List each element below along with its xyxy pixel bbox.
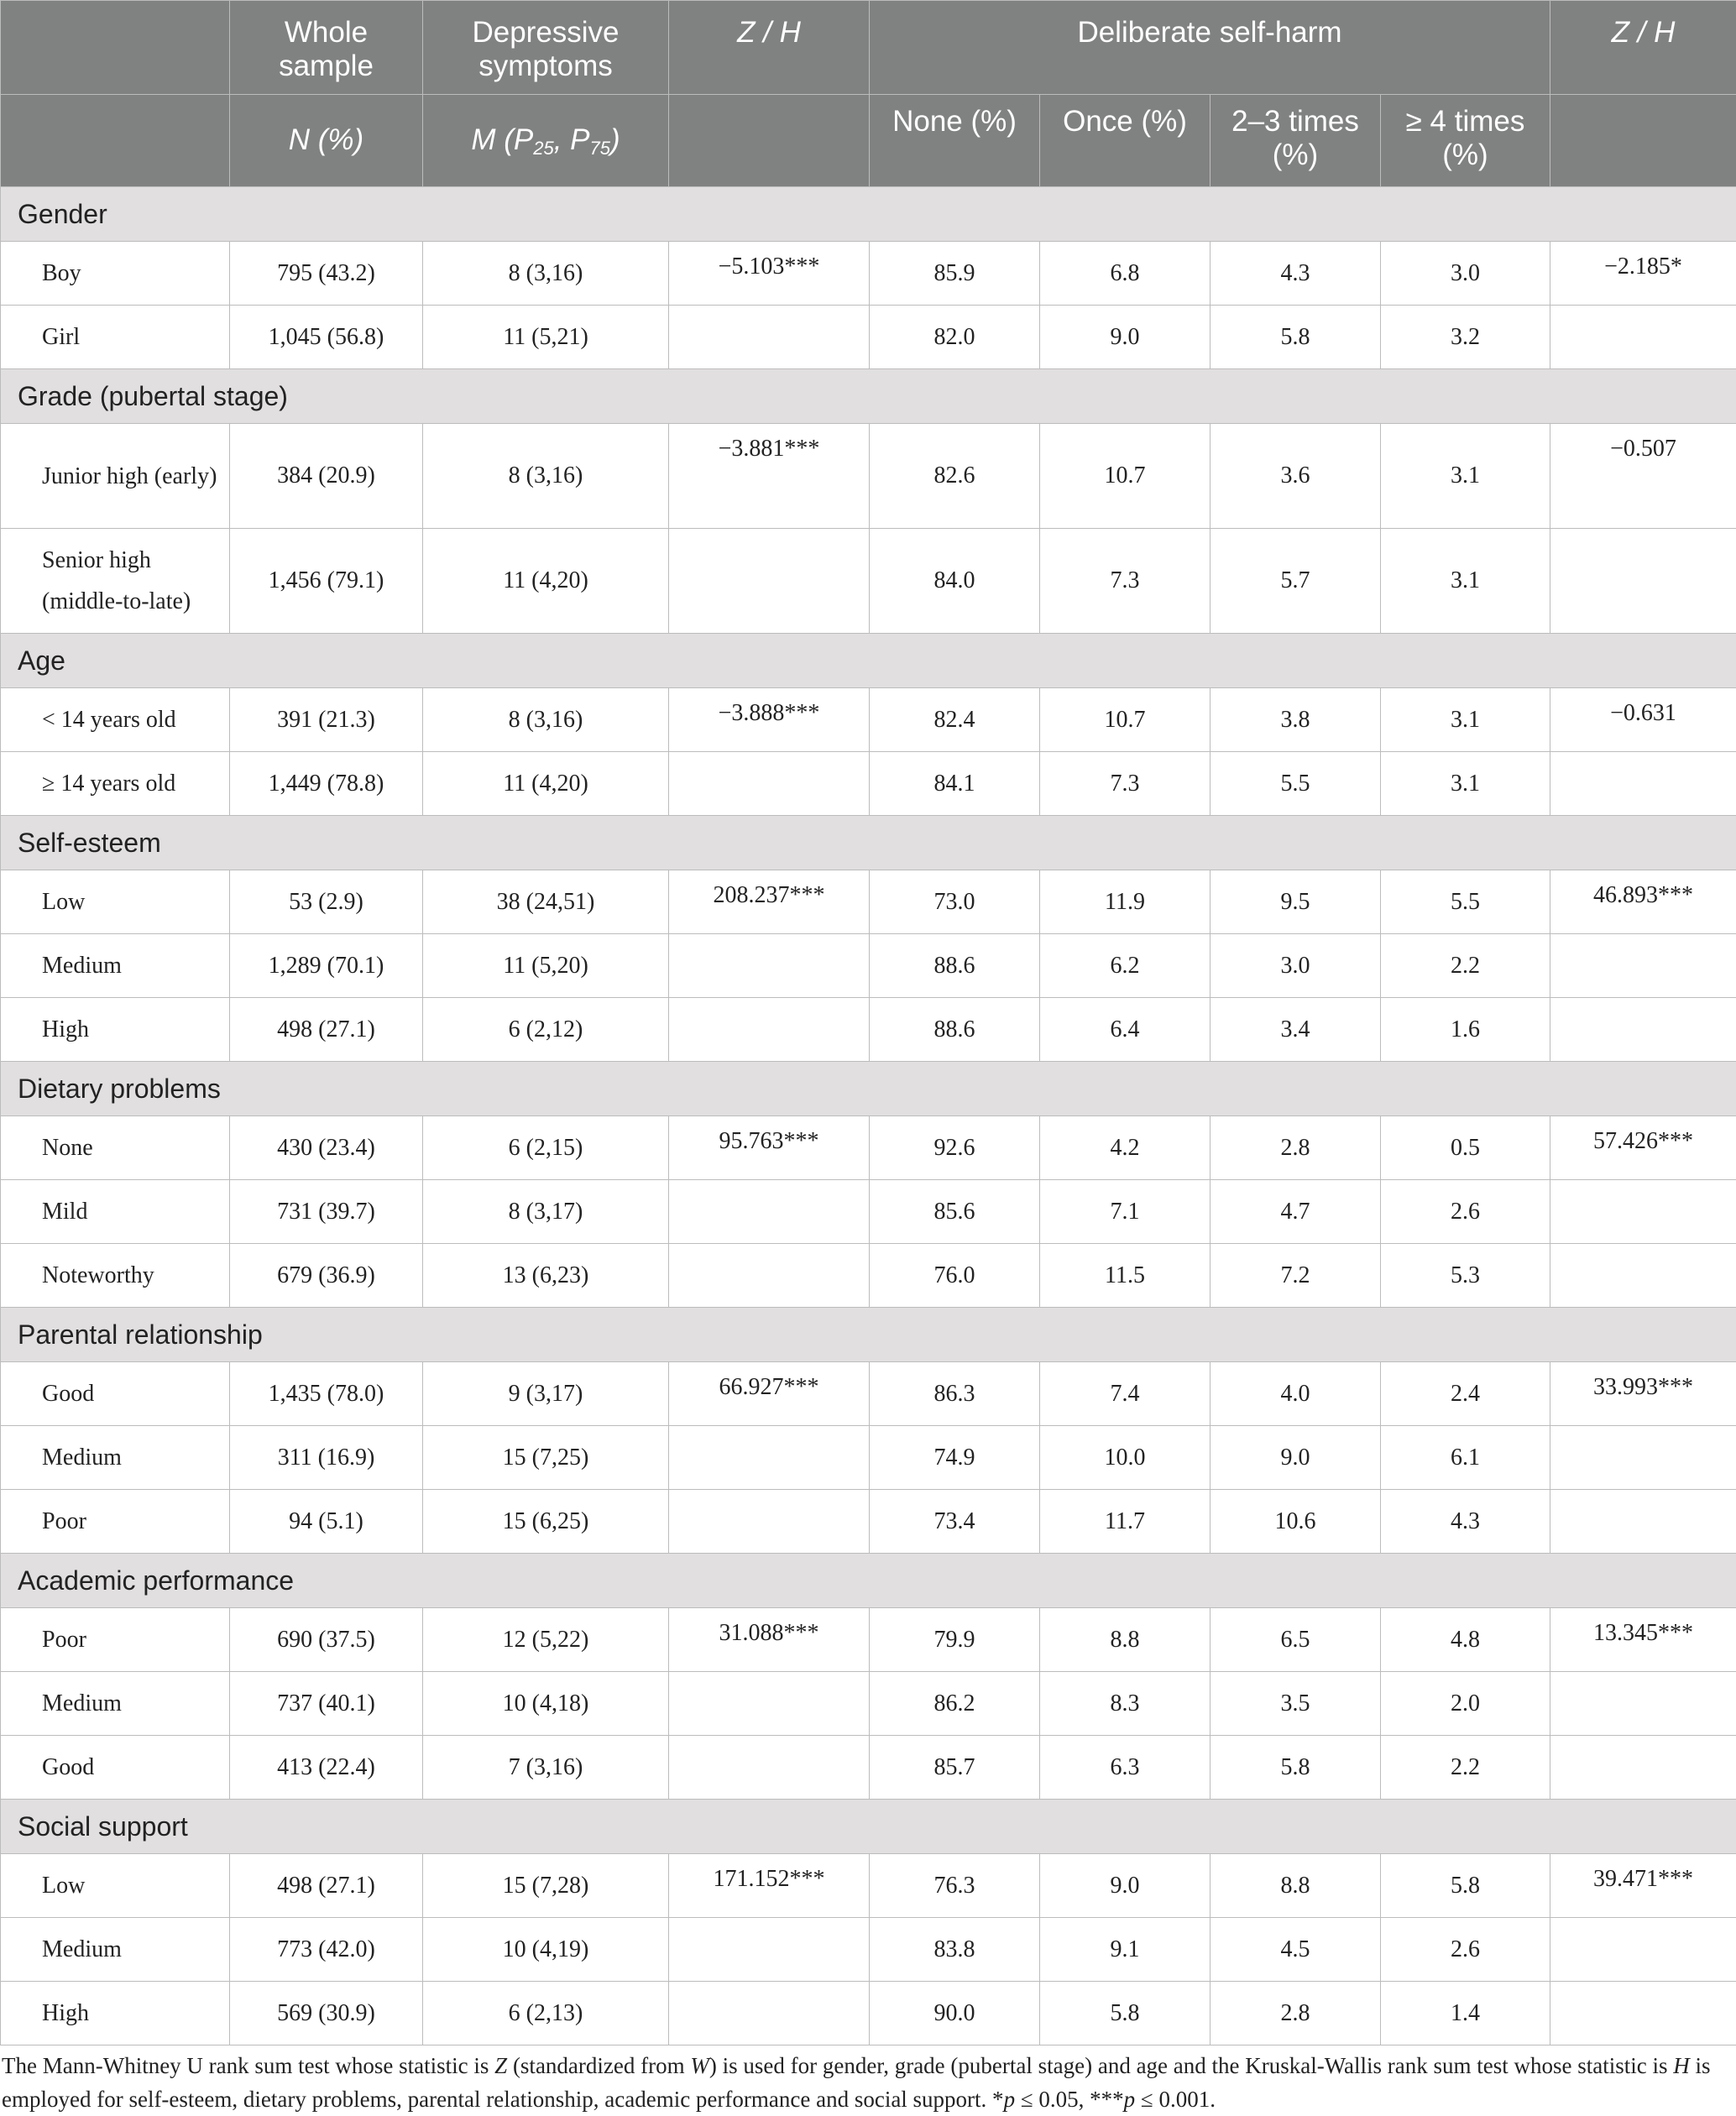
table-row [1,752,1736,816]
cell-none: 84.0 [870,529,1040,634]
cell-n-pct: 430 (23.4) [230,1116,423,1180]
row-label: High [1,998,230,1062]
cell-median: 7 (3,16) [423,1736,669,1800]
cell-two-three: 9.0 [1210,1426,1381,1490]
cell-once: 7.4 [1040,1362,1210,1426]
cell-four-plus: 3.1 [1381,424,1550,529]
cell-four-plus: 2.6 [1381,1918,1550,1982]
footnote-text-4: is employed for self-esteem, dietary problems, parental relationship, academic performance and social support. * [2,2053,1711,2112]
cell-median: 6 (2,13) [423,1982,669,2045]
cell-none: 86.3 [870,1362,1040,1426]
cell-zh-depressive [669,1736,870,1800]
cell-median: 8 (3,16) [423,242,669,306]
cell-once: 11.9 [1040,870,1210,934]
row-label: < 14 years old [1,688,230,752]
cell-once: 8.3 [1040,1672,1210,1736]
group-title: Self-esteem [1,816,1736,870]
cell-two-three: 4.7 [1210,1180,1381,1244]
cell-zh-depressive: −3.881*** [669,424,870,529]
header-depressive-symptoms: Depressive symptoms [423,1,669,95]
cell-zh-depressive [669,752,870,816]
cell-median: 15 (7,25) [423,1426,669,1490]
footnote-text-5: ≤ 0.05, *** [1015,2087,1124,2112]
table-row [1,870,1736,934]
cell-once: 8.8 [1040,1608,1210,1672]
header-zh-self-harm: Z / H [1550,1,1736,95]
footnote-w: W [690,2053,709,2078]
cell-zh-self-harm: −2.185* [1550,242,1736,306]
cell-once: 7.3 [1040,529,1210,634]
subheader-once: Once (%) [1040,95,1210,187]
row-label: Mild [1,1180,230,1244]
cell-zh-self-harm: 39.471*** [1550,1854,1736,1918]
footnote-text-3: ) is used for gender, grade (pubertal stage) and age and the Kruskal-Wallis rank sum test whose statistic is [709,2053,1673,2078]
row-label: Senior high (middle-to-late) [1,529,230,634]
cell-zh-self-harm [1550,1982,1736,2045]
cell-zh-depressive [669,1490,870,1554]
cell-zh-depressive: 171.152*** [669,1854,870,1918]
cell-two-three: 3.8 [1210,688,1381,752]
cell-two-three: 8.8 [1210,1854,1381,1918]
cell-n-pct: 53 (2.9) [230,870,423,934]
cell-two-three: 5.8 [1210,306,1381,369]
cell-zh-self-harm [1550,1672,1736,1736]
cell-n-pct: 1,449 (78.8) [230,752,423,816]
cell-two-three: 5.8 [1210,1736,1381,1800]
group-title: Grade (pubertal stage) [1,369,1736,424]
cell-once: 10.7 [1040,688,1210,752]
subheader-median-label: M (P [471,123,533,156]
cell-none: 92.6 [870,1116,1040,1180]
header-zh-depressive: Z / H [669,1,870,95]
cell-none: 76.3 [870,1854,1040,1918]
table-row [1,1362,1736,1426]
cell-median: 15 (7,28) [423,1854,669,1918]
cell-none: 82.4 [870,688,1040,752]
footnote-h: H [1673,2053,1690,2078]
cell-median: 8 (3,16) [423,424,669,529]
cell-median: 11 (5,21) [423,306,669,369]
header-blank [1,1,230,95]
cell-zh-self-harm [1550,1244,1736,1308]
subheader-four-plus: ≥ 4 times (%) [1381,95,1550,187]
group-title: Social support [1,1800,1736,1854]
footnote-text-6: ≤ 0.001. [1135,2087,1216,2112]
cell-median: 13 (6,23) [423,1244,669,1308]
cell-once: 9.1 [1040,1918,1210,1982]
cell-four-plus: 3.2 [1381,306,1550,369]
cell-four-plus: 0.5 [1381,1116,1550,1180]
table-row [1,1426,1736,1490]
table-row [1,1672,1736,1736]
cell-zh-depressive [669,1426,870,1490]
cell-n-pct: 569 (30.9) [230,1982,423,2045]
group-header-row [1,1308,1736,1362]
cell-four-plus: 4.8 [1381,1608,1550,1672]
row-label: Girl [1,306,230,369]
cell-four-plus: 2.2 [1381,934,1550,998]
cell-four-plus: 6.1 [1381,1426,1550,1490]
cell-two-three: 3.4 [1210,998,1381,1062]
cell-once: 11.5 [1040,1244,1210,1308]
group-title: Dietary problems [1,1062,1736,1116]
cell-n-pct: 679 (36.9) [230,1244,423,1308]
cell-n-pct: 413 (22.4) [230,1736,423,1800]
cell-zh-depressive [669,1180,870,1244]
cell-four-plus: 2.0 [1381,1672,1550,1736]
cell-four-plus: 5.5 [1381,870,1550,934]
table-row [1,998,1736,1062]
table-row [1,1854,1736,1918]
cell-four-plus: 2.4 [1381,1362,1550,1426]
cell-n-pct: 795 (43.2) [230,242,423,306]
group-title: Age [1,634,1736,688]
group-header-row [1,1800,1736,1854]
group-title: Parental relationship [1,1308,1736,1362]
cell-once: 5.8 [1040,1982,1210,2045]
cell-zh-self-harm [1550,306,1736,369]
cell-zh-depressive [669,1982,870,2045]
cell-once: 11.7 [1040,1490,1210,1554]
cell-zh-depressive [669,1244,870,1308]
cell-zh-self-harm [1550,998,1736,1062]
row-label: Medium [1,1426,230,1490]
table-row [1,1918,1736,1982]
subheader-p25: 25 [533,138,553,159]
cell-median: 10 (4,18) [423,1672,669,1736]
cell-zh-depressive [669,1918,870,1982]
table-row [1,1608,1736,1672]
cell-two-three: 4.0 [1210,1362,1381,1426]
cell-zh-depressive [669,306,870,369]
subheader-p75: 75 [590,138,610,159]
cell-zh-depressive: −5.103*** [669,242,870,306]
cell-none: 73.0 [870,870,1040,934]
cell-two-three: 5.7 [1210,529,1381,634]
cell-once: 7.1 [1040,1180,1210,1244]
cell-two-three: 6.5 [1210,1608,1381,1672]
row-label: Poor [1,1490,230,1554]
cell-median: 9 (3,17) [423,1362,669,1426]
cell-two-three: 5.5 [1210,752,1381,816]
footnote-p-b: p [1124,2087,1136,2112]
header-whole-sample: Whole sample [230,1,423,95]
cell-median: 8 (3,17) [423,1180,669,1244]
cell-two-three: 10.6 [1210,1490,1381,1554]
row-label: Medium [1,1918,230,1982]
cell-once: 10.7 [1040,424,1210,529]
cell-n-pct: 737 (40.1) [230,1672,423,1736]
row-label: Low [1,1854,230,1918]
cell-n-pct: 690 (37.5) [230,1608,423,1672]
cell-zh-depressive [669,529,870,634]
cell-two-three: 4.3 [1210,242,1381,306]
cell-zh-self-harm [1550,1918,1736,1982]
cell-median: 11 (5,20) [423,934,669,998]
table-row [1,934,1736,998]
cell-n-pct: 498 (27.1) [230,998,423,1062]
group-header-row [1,634,1736,688]
cell-zh-self-harm [1550,1180,1736,1244]
cell-two-three: 2.8 [1210,1982,1381,2045]
cell-zh-self-harm [1550,934,1736,998]
cell-once: 4.2 [1040,1116,1210,1180]
cell-four-plus: 4.3 [1381,1490,1550,1554]
subheader-median-iqr [423,95,669,187]
row-label: None [1,1116,230,1180]
cell-n-pct: 391 (21.3) [230,688,423,752]
table-row [1,1116,1736,1180]
cell-four-plus: 2.6 [1381,1180,1550,1244]
cell-none: 73.4 [870,1490,1040,1554]
subheader-blank [1,95,230,187]
table-footnote [0,2045,1736,2116]
cell-median: 10 (4,19) [423,1918,669,1982]
cell-four-plus: 3.0 [1381,242,1550,306]
cell-once: 9.0 [1040,306,1210,369]
cell-zh-self-harm [1550,752,1736,816]
cell-once: 6.4 [1040,998,1210,1062]
cell-median: 15 (6,25) [423,1490,669,1554]
cell-zh-depressive: 95.763*** [669,1116,870,1180]
cell-zh-depressive [669,1672,870,1736]
subheader-median-sep: , P [554,123,590,156]
group-header-row [1,1554,1736,1608]
cell-none: 85.6 [870,1180,1040,1244]
subheader-blank-zh2 [1550,95,1736,187]
cell-none: 74.9 [870,1426,1040,1490]
cell-n-pct: 384 (20.9) [230,424,423,529]
subheader-median-close: ) [610,123,620,156]
table-row [1,1736,1736,1800]
cell-median: 38 (24,51) [423,870,669,934]
group-header-row [1,816,1736,870]
footnote-z: Z [494,2053,507,2078]
cell-zh-self-harm: 13.345*** [1550,1608,1736,1672]
row-label: High [1,1982,230,2045]
cell-once: 6.3 [1040,1736,1210,1800]
cell-none: 76.0 [870,1244,1040,1308]
cell-median: 12 (5,22) [423,1608,669,1672]
cell-zh-depressive [669,998,870,1062]
row-label: Medium [1,1672,230,1736]
row-label: Good [1,1736,230,1800]
cell-n-pct: 311 (16.9) [230,1426,423,1490]
cell-zh-depressive: 66.927*** [669,1362,870,1426]
table-header [1,1,1736,187]
table-row [1,242,1736,306]
cell-two-three: 3.6 [1210,424,1381,529]
cell-none: 88.6 [870,934,1040,998]
table-row [1,1490,1736,1554]
cell-once: 6.8 [1040,242,1210,306]
cell-median: 8 (3,16) [423,688,669,752]
group-header-row [1,187,1736,242]
cell-zh-depressive: −3.888*** [669,688,870,752]
cell-zh-self-harm: −0.507 [1550,424,1736,529]
group-header-row [1,1062,1736,1116]
cell-zh-depressive: 208.237*** [669,870,870,934]
cell-four-plus: 3.1 [1381,529,1550,634]
cell-zh-self-harm: 57.426*** [1550,1116,1736,1180]
cell-none: 90.0 [870,1982,1040,2045]
table-row [1,1982,1736,2045]
cell-zh-self-harm [1550,529,1736,634]
cell-zh-self-harm [1550,1736,1736,1800]
table-row [1,424,1736,529]
cell-four-plus: 5.8 [1381,1854,1550,1918]
group-header-row [1,369,1736,424]
table-body [1,187,1736,2045]
table-row [1,1244,1736,1308]
cell-n-pct: 1,289 (70.1) [230,934,423,998]
table-row [1,688,1736,752]
cell-none: 82.6 [870,424,1040,529]
cell-zh-self-harm [1550,1490,1736,1554]
table-row [1,529,1736,634]
cell-four-plus: 1.6 [1381,998,1550,1062]
row-label: Junior high (early) [1,424,230,529]
cell-none: 83.8 [870,1918,1040,1982]
group-title: Gender [1,187,1736,242]
row-label: Good [1,1362,230,1426]
cell-n-pct: 1,435 (78.0) [230,1362,423,1426]
header-deliberate-self-harm: Deliberate self-harm [870,1,1550,95]
footnote-text-2: (standardized from [507,2053,690,2078]
subheader-n-pct: N (%) [230,95,423,187]
table-row [1,1180,1736,1244]
cell-two-three: 3.5 [1210,1672,1381,1736]
row-label: Boy [1,242,230,306]
cell-two-three: 3.0 [1210,934,1381,998]
cell-median: 6 (2,12) [423,998,669,1062]
cell-none: 88.6 [870,998,1040,1062]
cell-once: 10.0 [1040,1426,1210,1490]
row-label: ≥ 14 years old [1,752,230,816]
cell-n-pct: 773 (42.0) [230,1918,423,1982]
cell-zh-self-harm [1550,1426,1736,1490]
cell-none: 85.9 [870,242,1040,306]
subheader-blank-zh [669,95,870,187]
cell-none: 79.9 [870,1608,1040,1672]
footnote-text-1: The Mann-Whitney U rank sum test whose statistic is [2,2053,494,2078]
cell-n-pct: 94 (5.1) [230,1490,423,1554]
cell-four-plus: 3.1 [1381,688,1550,752]
cell-zh-self-harm: 33.993*** [1550,1362,1736,1426]
cell-median: 11 (4,20) [423,529,669,634]
subheader-two-three: 2–3 times (%) [1210,95,1381,187]
cell-none: 86.2 [870,1672,1040,1736]
cell-n-pct: 731 (39.7) [230,1180,423,1244]
cell-once: 7.3 [1040,752,1210,816]
cell-four-plus: 3.1 [1381,752,1550,816]
cell-n-pct: 1,045 (56.8) [230,306,423,369]
cell-two-three: 4.5 [1210,1918,1381,1982]
cell-none: 85.7 [870,1736,1040,1800]
row-label: Low [1,870,230,934]
cell-median: 11 (4,20) [423,752,669,816]
cell-four-plus: 5.3 [1381,1244,1550,1308]
cell-four-plus: 2.2 [1381,1736,1550,1800]
cell-none: 82.0 [870,306,1040,369]
cell-zh-depressive [669,934,870,998]
cell-once: 6.2 [1040,934,1210,998]
row-label: Noteworthy [1,1244,230,1308]
cell-zh-self-harm: 46.893*** [1550,870,1736,934]
cell-two-three: 7.2 [1210,1244,1381,1308]
group-title: Academic performance [1,1554,1736,1608]
cell-n-pct: 1,456 (79.1) [230,529,423,634]
cell-none: 84.1 [870,752,1040,816]
row-label: Medium [1,934,230,998]
footnote-p-a: p [1004,2087,1016,2112]
cell-zh-depressive: 31.088*** [669,1608,870,1672]
cell-two-three: 9.5 [1210,870,1381,934]
cell-two-three: 2.8 [1210,1116,1381,1180]
cell-zh-self-harm: −0.631 [1550,688,1736,752]
table-row [1,306,1736,369]
cell-four-plus: 1.4 [1381,1982,1550,2045]
row-label: Poor [1,1608,230,1672]
subheader-none: None (%) [870,95,1040,187]
cell-once: 9.0 [1040,1854,1210,1918]
cell-n-pct: 498 (27.1) [230,1854,423,1918]
cell-median: 6 (2,15) [423,1116,669,1180]
